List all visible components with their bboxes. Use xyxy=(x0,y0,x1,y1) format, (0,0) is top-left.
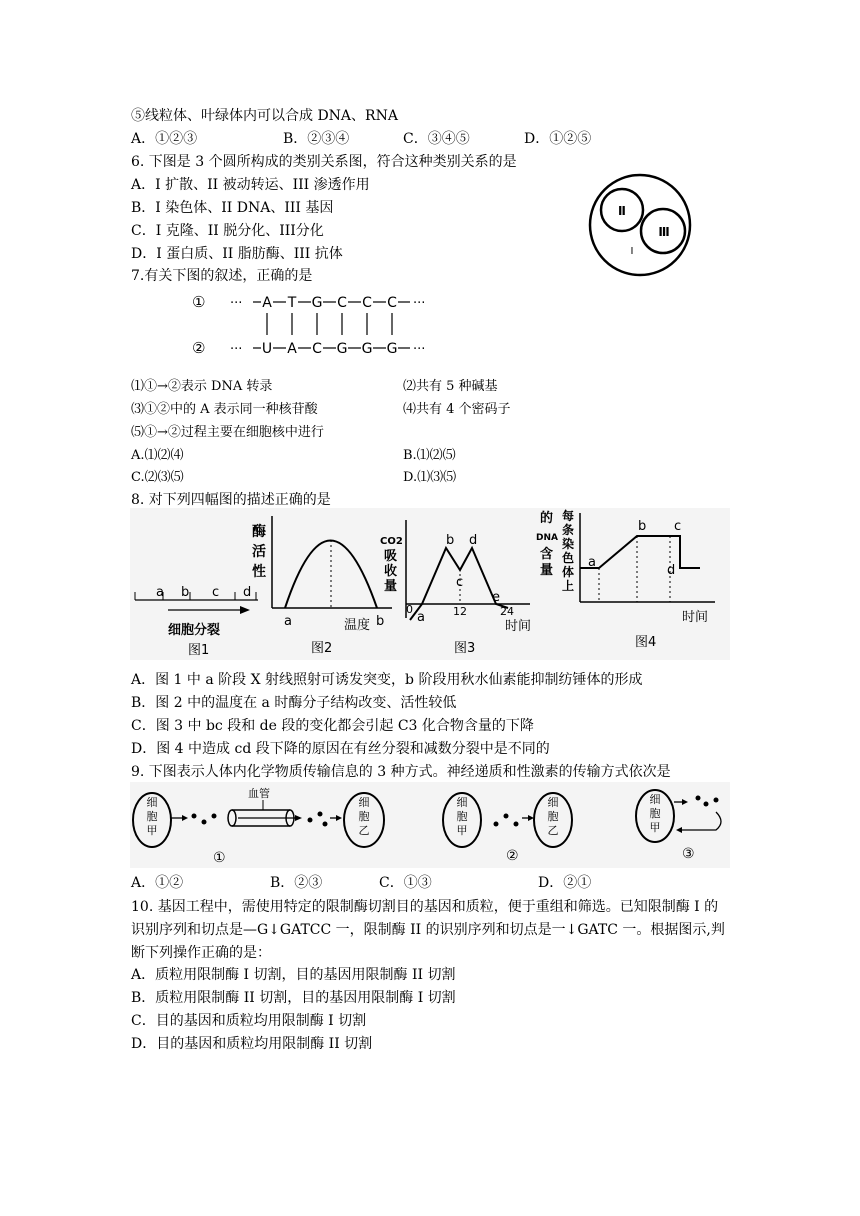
fig1-letter-a: a xyxy=(156,585,164,600)
q8-option-d: D．图 4 中造成 cd 段下降的原因在有丝分裂和减数分裂中是不同的 xyxy=(131,741,550,757)
fig3-ylabel: 收 xyxy=(384,564,398,579)
q10-option-b: B．质粒用限制酶 II 切割，目的基因用限制酶 I 切割 xyxy=(131,990,456,1006)
q8-stem: 8. 对下列四幅图的描述正确的是 xyxy=(131,492,331,508)
fig4-ylabel-left: DNA xyxy=(536,533,558,543)
fig3-point-c: c xyxy=(456,575,464,590)
q9-option-c: C．①③ xyxy=(379,875,432,891)
fig4-xlabel: 时间 xyxy=(682,610,709,625)
fig3-ylabel: 量 xyxy=(384,579,398,594)
q8-option-c: C．图 3 中 bc 段和 de 段的变化都会引起 C3 化合物含量的下降 xyxy=(131,718,534,734)
q7-statement-1: ⑴①→②表示 DNA 转录 xyxy=(131,379,273,394)
fig3-tick-12: 12 xyxy=(453,605,467,618)
vessel-label: 血管 xyxy=(248,787,270,800)
strand2-right-ellipsis: ··· xyxy=(413,342,426,357)
strand2-base: U xyxy=(261,341,273,357)
q5-option-d: D．①②⑤ xyxy=(524,131,592,147)
fig2-xlabel: 温度 xyxy=(344,618,371,633)
q6-option-a: A．I 扩散、II 被动转运、III 渗透作用 xyxy=(131,177,370,193)
fig4-caption: 图4 xyxy=(635,635,657,650)
q7-option-a: A.⑴⑵⑷ xyxy=(131,448,184,463)
strand1-base: C xyxy=(337,295,347,311)
way-1-number: ① xyxy=(213,850,226,866)
q7-statement-5: ⑸①→②过程主要在细胞核中进行 xyxy=(131,425,324,440)
cell-yi-label: 细 xyxy=(358,796,370,809)
cell-jia-label: 胞 xyxy=(146,810,158,823)
fig1-letter-d: d xyxy=(243,585,252,600)
strand2-base: C xyxy=(312,341,322,357)
fig4-point-d: d xyxy=(667,563,676,578)
cell-jia-label: 甲 xyxy=(146,824,158,837)
fig3-ylabel: 吸 xyxy=(384,549,398,564)
fig2-ylabel: 性 xyxy=(252,564,266,580)
fig4-ylabel-left: 含 xyxy=(540,547,554,562)
strand1-left-ellipsis: ··· xyxy=(230,296,243,311)
fig4-ylabel-right: 每 xyxy=(562,509,575,523)
cell-jia-label: 细 xyxy=(456,796,468,809)
q9-option-d: D．②① xyxy=(538,875,592,891)
q9-stem: 9. 下图表示人体内化学物质传输信息的 3 种方式。神经递质和性激素的传输方式依次是 xyxy=(131,764,671,780)
fig4-point-a: a xyxy=(588,555,596,570)
fig3-point-d: d xyxy=(469,533,478,548)
fig3-caption: 图3 xyxy=(454,641,476,656)
q9-option-a: A．①② xyxy=(131,875,184,891)
q5-option-b: B．②③④ xyxy=(283,131,350,147)
fig2-ylabel: 活 xyxy=(252,544,266,560)
q8-four-figures xyxy=(130,508,730,660)
cell-jia-label: 细 xyxy=(146,796,158,809)
fig3-ylabel: CO2 xyxy=(380,536,403,547)
fig4-point-c: c xyxy=(674,519,682,534)
cell-yi-label: 胞 xyxy=(547,810,559,823)
venn-label-ii: Ⅱ xyxy=(618,204,626,218)
strand1-base: C xyxy=(362,295,372,311)
cell-yi-label: 乙 xyxy=(358,824,370,837)
fig2-caption: 图2 xyxy=(311,641,333,656)
venn-circles-figure xyxy=(585,170,695,280)
fig3-point-b: b xyxy=(446,533,455,548)
fig4-ylabel-right: 条 xyxy=(562,523,575,537)
cell-jia-label: 甲 xyxy=(649,821,661,834)
fig2-ylabel: 酶 xyxy=(252,524,266,540)
fig4-ylabel-right: 色 xyxy=(562,551,575,565)
venn-label-iii: Ⅲ xyxy=(658,225,670,239)
q9-signal-transmission-figure xyxy=(130,782,730,868)
fig1-letter-b: b xyxy=(181,585,190,600)
q7-statement-2: ⑵共有 5 种碱基 xyxy=(403,379,498,394)
strand2-left-ellipsis: ··· xyxy=(230,342,243,357)
strand1-base: T xyxy=(287,295,297,311)
q7-option-b: B.⑴⑵⑸ xyxy=(403,448,456,463)
q10-option-d: D．目的基因和质粒均用限制酶 II 切割 xyxy=(131,1036,373,1052)
q6-stem: 6. 下图是 3 个圆所构成的类别关系图，符合这种类别关系的是 xyxy=(131,154,517,170)
cell-yi-label: 细 xyxy=(547,796,559,809)
fig4-ylabel-right: 上 xyxy=(562,579,575,593)
q7-statement-4: ⑷共有 4 个密码子 xyxy=(403,402,511,417)
q5-option-c: C．③④⑤ xyxy=(403,131,470,147)
strand1-base: A xyxy=(262,295,272,311)
q5-option-a: A．①②③ xyxy=(131,131,198,147)
cell-yi-label: 胞 xyxy=(358,810,370,823)
q8-option-b: B．图 2 中的温度在 a 时酶分子结构改变、活性较低 xyxy=(131,695,457,711)
cell-jia-label: 胞 xyxy=(456,810,468,823)
q8-option-a: A．图 1 中 a 阶段 X 射线照射可诱发突变，b 阶段用秋水仙素能抑制纺锤体的形成 xyxy=(131,672,643,688)
fig3-point-e: e xyxy=(492,590,500,605)
fig2-point-b: b xyxy=(376,614,385,629)
fig3-point-a: a xyxy=(417,610,425,625)
q9-option-b: B．②③ xyxy=(270,875,323,891)
fig2-point-a: a xyxy=(284,614,292,629)
venn-label-i: Ⅰ xyxy=(630,246,634,257)
fig3-tick-0: 0 xyxy=(406,603,413,616)
fig4-ylabel-right: 染 xyxy=(562,537,575,551)
q6-option-d: D．I 蛋白质、II 脂肪酶、III 抗体 xyxy=(131,246,343,262)
way-2-number: ② xyxy=(506,848,519,864)
q6-option-b: B．I 染色体、II DNA、III 基因 xyxy=(131,200,334,216)
fig4-ylabel-left: 量 xyxy=(540,563,554,578)
cell-jia-label: 胞 xyxy=(649,807,661,820)
q5-item-5: ⑤线粒体、叶绿体内可以合成 DNA、RNA xyxy=(131,108,398,124)
fig1-label: 细胞分裂 xyxy=(168,623,221,638)
fig4-ylabel-left: 的 xyxy=(540,511,554,526)
q7-statement-3: ⑶①②中的 A 表示同一种核苷酸 xyxy=(131,402,318,417)
strand2-base: G xyxy=(361,341,373,357)
fig4-point-b: b xyxy=(638,519,647,534)
dna-rna-strand-figure xyxy=(180,290,450,362)
q10-stem: 10. 基因工程中，需使用特定的限制酶切割目的基因和质粒，便于重组和筛选。已知限制酶 I 的识别序列和切点是—G↓GATCC 一，限制酶 II 的识别序列和切点是一↓GATC 一。根据图示,判断下列操作正确的是： xyxy=(131,899,725,961)
fig4-ylabel-right: 体 xyxy=(562,565,575,579)
cell-jia-label: 甲 xyxy=(456,824,468,837)
q7-stem: 7.有关下图的叙述，正确的是 xyxy=(131,268,313,284)
fig1-letter-c: c xyxy=(212,585,220,600)
q7-option-d: D.⑴⑶⑸ xyxy=(403,470,457,485)
cell-yi-label: 乙 xyxy=(547,824,559,837)
fig1-caption: 图1 xyxy=(188,643,210,658)
way-3-number: ③ xyxy=(682,846,695,862)
strand2-base: A xyxy=(287,341,297,357)
strand2-base: G xyxy=(386,341,398,357)
strand1-base: C xyxy=(387,295,397,311)
fig3-xlabel: 时间 xyxy=(505,619,532,634)
cell-jia-label: 细 xyxy=(649,793,661,806)
q6-option-c: C．I 克隆、II 脱分化、III分化 xyxy=(131,223,324,239)
strand2-base: G xyxy=(336,341,348,357)
fig3-tick-24: 24 xyxy=(500,605,514,618)
q10-option-c: C．目的基因和质粒均用限制酶 I 切割 xyxy=(131,1013,367,1029)
strand1-right-ellipsis: ··· xyxy=(413,296,426,311)
strand1-base: G xyxy=(311,295,323,311)
strand2-mark: ② xyxy=(192,339,206,357)
strand1-mark: ① xyxy=(192,293,206,311)
q7-option-c: C.⑵⑶⑸ xyxy=(131,470,184,485)
q10-option-a: A．质粒用限制酶 I 切割，目的基因用限制酶 II 切割 xyxy=(131,967,456,983)
